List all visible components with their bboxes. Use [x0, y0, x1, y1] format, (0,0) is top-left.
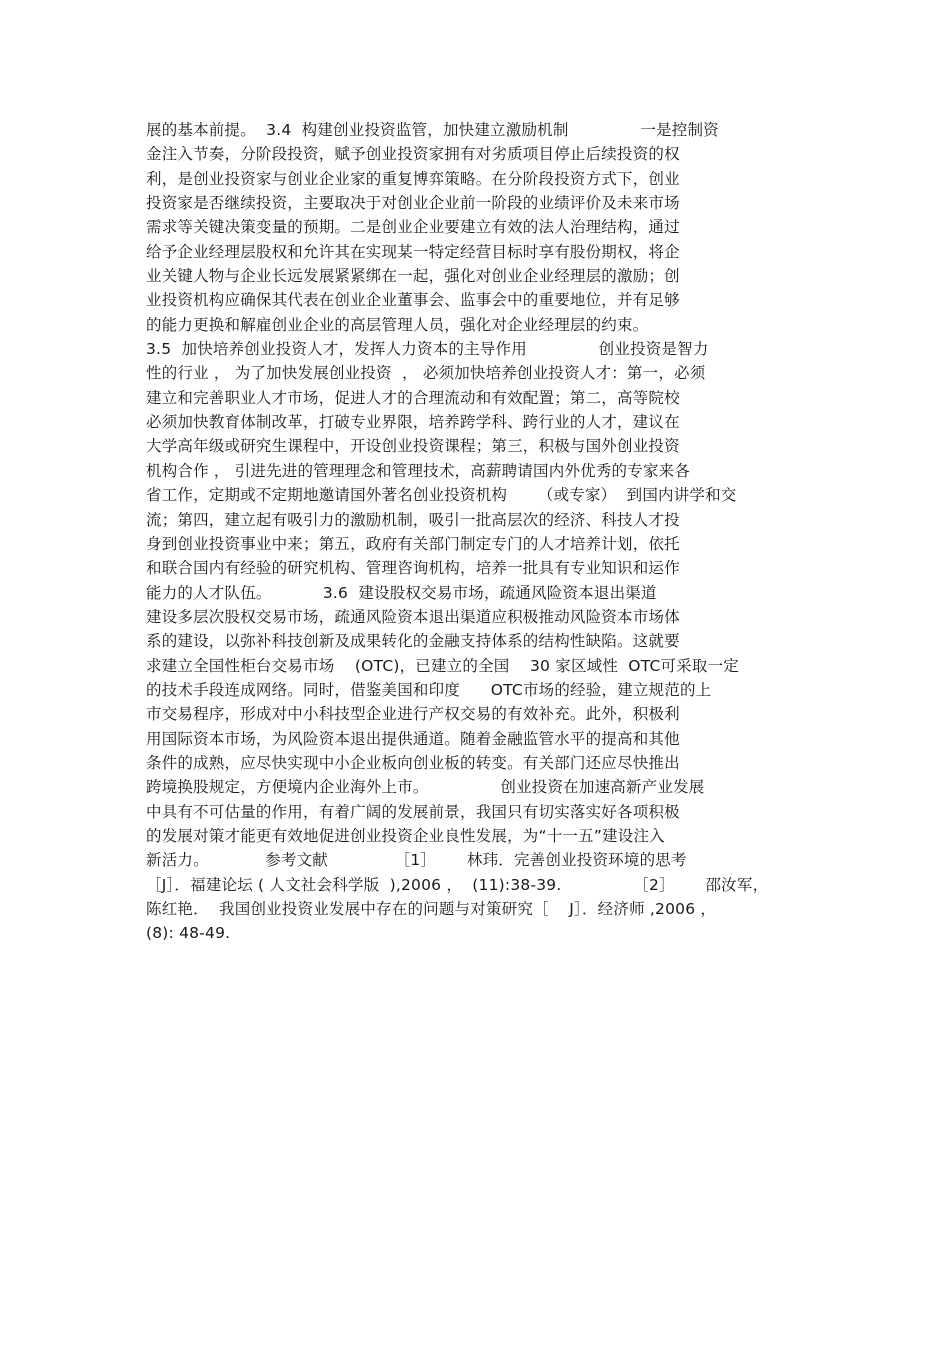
text-line: 跨境换股规定，方便境内企业海外上市。 创业投资在加速高新产业发展 — [146, 778, 705, 797]
text-line: 和联合国内有经验的研究机构、管理咨询机构，培养一批具有专业知识和运作 — [146, 559, 680, 578]
text-line: 必须加快教育体制改革，打破专业界限，培养跨学科、跨行业的人才，建议在 — [146, 413, 680, 432]
text-line: 建设多层次股权交易市场，疏通风险资本退出渠道应积极推动风险资本市场体 — [146, 607, 680, 626]
text-line: 的能力更换和解雇创业企业的高层管理人员，强化对企业经理层的约束。 — [146, 315, 649, 334]
text-line: 利，是创业投资家与创业企业家的重复博弈策略。在分阶段投资方式下，创业 — [146, 169, 680, 188]
text-line: 需求等关键决策变量的预期。二是创业企业要建立有效的法人治理结构，通过 — [146, 218, 680, 237]
text-line: 能力的人才队伍。 3.6 建设股权交易市场，疏通风险资本退出渠道 — [146, 583, 657, 602]
text-line: 投资家是否继续投资，主要取决于对创业企业前一阶段的业绩评价及未来市场 — [146, 194, 680, 213]
text-line: 新活力。 参考文献 ［1］ 林玮．完善创业投资环境的思考 — [146, 851, 687, 870]
text-line: 机构合作 ， 引进先进的管理理念和管理技术，高薪聘请国内外优秀的专家来各 — [146, 461, 691, 480]
text-line: 给予企业经理层股权和允许其在实现某一特定经营目标时享有股份期权，将企 — [146, 242, 680, 261]
text-line: 性的行业 ， 为了加快发展创业投资 ， 必须加快培养创业投资人才：第一，必须 — [146, 364, 706, 383]
text-line: 的技术手段连成网络。同时，借鉴美国和印度 OTC市场的经验，建立规范的上 — [146, 680, 712, 699]
text-line: 业投资机构应确保其代表在创业企业董事会、监事会中的重要地位，并有足够 — [146, 291, 680, 310]
text-line: 中具有不可估量的作用，有着广阔的发展前景，我国只有切实落实好各项积极 — [146, 802, 680, 821]
text-line: 展的基本前提。 3.4 构建创业投资监管，加快建立激励机制 一是控制资 — [146, 121, 719, 139]
text-line: 建立和完善职业人才市场，促进人才的合理流动和有效配置；第二，高等院校 — [146, 388, 680, 407]
text-line: 陈红艳． 我国创业投资业发展中存在的问题与对策研究［ J］．经济师 ,2006 ， — [146, 900, 717, 918]
text-line: 大学高年级或研究生课程中，开设创业投资课程；第三，积极与国外创业投资 — [146, 437, 680, 456]
text-line: ［J］．福建论坛 ( 人文社会科学版 ),2006 ， (11):38-39. ［2］ 邵汝军， — [146, 875, 769, 894]
text-line: 求建立全国性柜台交易市场 (OTC)，已建立的全国 30 家区域性 OTC可采取一定 — [146, 656, 739, 675]
text-line: 条件的成熟，应尽快实现中小企业板向创业板的转变。有关部门还应尽快推出 — [146, 753, 680, 772]
body-text — [146, 118, 806, 946]
text-line: 的发展对策才能更有效地促进创业投资企业良性发展，为“十一五”建设注入 — [146, 826, 665, 845]
text-line: 流；第四，建立起有吸引力的激励机制，吸引一批高层次的经济、科技人才投 — [146, 510, 680, 529]
text-line: 3.5 加快培养创业投资人才，发挥人力资本的主导作用 创业投资是智力 — [146, 340, 709, 359]
text-line: (8): 48-49. — [146, 924, 231, 943]
text-line: 省工作，定期或不定期地邀请国外著名创业投资机构 （或专家） 到国内讲学和交 — [146, 486, 737, 505]
text-line: 系的建设，以弥补科技创新及成果转化的金融支持体系的结构性缺陷。这就要 — [146, 632, 680, 651]
text-line: 市交易程序，形成对中小科技型企业进行产权交易的有效补充。此外，积极利 — [146, 705, 680, 724]
text-line: 金注入节奏，分阶段投资，赋予创业投资家拥有对劣质项目停止后续投资的权 — [146, 145, 680, 164]
text-line: 业关键人物与企业长远发展紧紧绑在一起，强化对创业企业经理层的激励；创 — [146, 267, 680, 286]
text-line: 身到创业投资事业中来；第五，政府有关部门制定专门的人才培养计划，依托 — [146, 534, 680, 553]
text-line: 用国际资本市场，为风险资本退出提供通道。随着金融监管水平的提高和其他 — [146, 729, 680, 748]
